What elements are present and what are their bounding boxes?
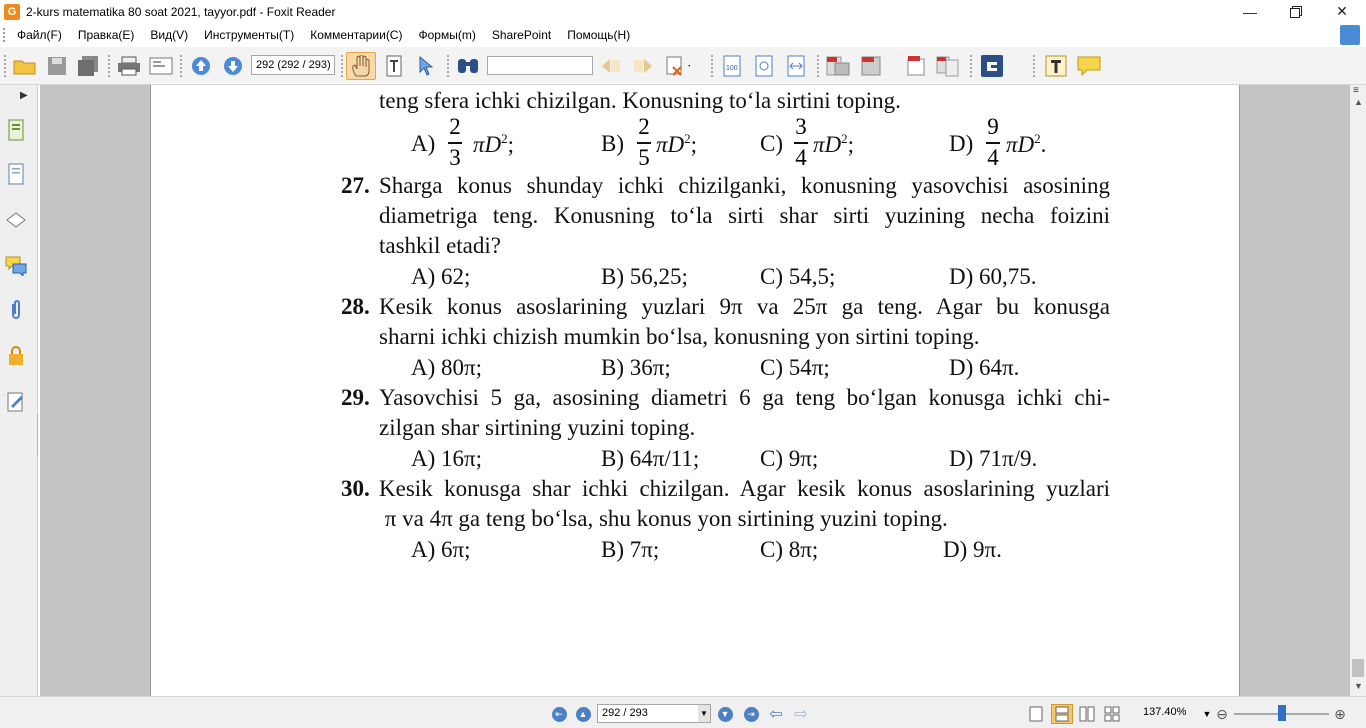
svg-text:100: 100 xyxy=(726,65,738,72)
maximize-button[interactable] xyxy=(1273,0,1319,23)
menu-sharepoint[interactable]: SharePoint xyxy=(491,28,552,42)
question-line: Yasovchisi 5 ga, asosining diametri 6 ga teng bo‘lgan konusga ichki chi- xyxy=(379,385,1110,410)
bookmarks-icon[interactable] xyxy=(5,119,27,141)
zoom-out-icon[interactable]: ⊖ xyxy=(1216,705,1228,722)
title-bar xyxy=(0,0,1366,23)
fit-page-icon[interactable] xyxy=(751,53,777,79)
answer-option: C) 54,5; xyxy=(760,264,836,289)
question-number: 30. xyxy=(341,476,370,501)
zoom-dropdown-icon[interactable]: ▼ xyxy=(1202,709,1212,719)
layers-icon[interactable] xyxy=(5,209,27,231)
next-page-icon[interactable] xyxy=(220,53,246,79)
save-icon[interactable] xyxy=(44,53,70,79)
question-26-tail: teng sfera ichki chizilgan. Konusning to‘la sirtini toping. xyxy=(379,88,901,113)
properties-icon[interactable] xyxy=(148,53,174,79)
pdf-scan-icon[interactable] xyxy=(903,53,929,79)
typewriter-icon[interactable] xyxy=(1043,53,1069,79)
pages-thumbnails-icon[interactable] xyxy=(5,163,27,185)
menu-file[interactable]: Файл(F) xyxy=(17,28,62,42)
save-all-icon[interactable] xyxy=(76,53,102,79)
answer-option: A) 62; xyxy=(411,264,471,289)
answer-option: D) 64π. xyxy=(949,355,1020,380)
fit-width-icon[interactable] xyxy=(783,53,809,79)
clear-highlight-icon[interactable] xyxy=(664,53,690,79)
toolbar-separator xyxy=(108,55,110,77)
restore-icon xyxy=(1290,6,1302,18)
question-line: Sharga konus shunday ichki chizilganki, konusning yasovchisi asosining xyxy=(379,173,1110,198)
comments-panel-icon[interactable] xyxy=(5,255,27,277)
note-comment-icon[interactable] xyxy=(1076,53,1102,79)
question-line: zilgan shar sirtining yuzini toping. xyxy=(379,415,696,440)
answer-option: C) 9π; xyxy=(760,446,819,471)
toolbar-separator xyxy=(817,55,819,77)
connected-pdf-icon[interactable] xyxy=(980,53,1006,79)
scroll-up-icon[interactable]: ▲ xyxy=(1354,97,1363,107)
menu-comments[interactable]: Комментарии(C) xyxy=(310,28,403,42)
menu-help[interactable]: Помощь(H) xyxy=(567,28,631,42)
menu-bar xyxy=(0,23,1366,47)
toolbar-separator xyxy=(180,55,182,77)
actual-size-icon[interactable] xyxy=(719,53,745,79)
answer-option: A) 16π; xyxy=(411,446,483,471)
answer-option: C) 54π; xyxy=(760,355,830,380)
security-lock-icon[interactable] xyxy=(5,345,27,367)
question-line: Kesik konus asoslarining yuzlari 9π va 25π ga teng. Agar bu konusga xyxy=(379,294,1110,319)
go-back-icon[interactable]: ⇦ xyxy=(769,706,783,723)
main-toolbar xyxy=(0,47,1366,85)
restore-layout-icon[interactable] xyxy=(1340,25,1360,45)
minimize-button[interactable]: — xyxy=(1243,3,1257,20)
hand-tool-icon[interactable] xyxy=(346,52,376,80)
question-number: 27. xyxy=(341,173,370,198)
scroll-down-icon[interactable]: ▼ xyxy=(1354,681,1363,691)
find-previous-icon[interactable] xyxy=(598,53,624,79)
answer-option: A) 6π; xyxy=(411,537,471,562)
pdf-page: teng sfera ichki chizilgan. Konusning to‘la sirtini toping. A) 2 3 $\pi D^2$; B) 2 5 $\pi D^2$; C) 3 4 $\pi D^2$; D) 9 4 $\pi D^2$. 27. Sharga konus shunday ichki chizilganki, konusning yasovchisi asosining diametriga teng. Konusning to‘la sirti shar sirti yuzining necha foizini tashkil etadi? A) 62; B) 56,25; C) 54,5; D) 60,75. 28. Kesik konus asoslarining yuzlari 9π va 25π ga teng. Agar bu konusga sharni ichki chizish mumkin bo‘lsa, konusning yon sirtini toping. A) 80π; B) 36π; C) 54π; D) 64π. 29. Yasovchisi 5 ga, asosining diametri 6 ga teng bo‘lgan konusga ichki chi- zilgan shar sirtining yuzini toping. A) 16π; B) 64π/11; C) 9π; D) 71π/9. 30. Kesik konusga shar ichki chizilgan. Agar kesik konus asoslarining yuzlari π va 4π ga teng bo‘lsa, shu konus yon sirtining yuzini toping. A) 6π; B) 7π; C) 8π; D) 9π. xyxy=(150,85,1240,696)
single-page-view-icon[interactable] xyxy=(1027,705,1045,723)
answer-option: A) 80π; xyxy=(411,355,483,380)
menu-tools[interactable]: Инструменты(T) xyxy=(204,28,295,42)
zoom-in-icon[interactable]: ⊕ xyxy=(1334,705,1346,722)
answer-option: D) 71π/9. xyxy=(949,446,1038,471)
toolbar-grip[interactable] xyxy=(4,55,6,77)
menu-view[interactable]: Вид(V) xyxy=(150,28,189,42)
question-number: 28. xyxy=(341,294,370,319)
answer-option: B) 64π/11; xyxy=(601,446,700,471)
answer-option: B) 7π; xyxy=(601,537,660,562)
page-number-input[interactable] xyxy=(251,55,335,75)
toolbar-separator xyxy=(447,55,449,77)
toolbar-separator xyxy=(970,55,972,77)
question-line: sharni ichki chizish mumkin bo‘lsa, konusning yon sirtini toping. xyxy=(379,324,980,349)
question-line: π va 4π ga teng bo‘lsa, shu konus yon sirtining yuzini toping. xyxy=(379,506,948,531)
pdf-combine-icon[interactable] xyxy=(935,53,961,79)
question-line: diametriga teng. Konusning to‘la sirti shar sirti yuzining necha foizini xyxy=(379,203,1110,228)
continuous-view-icon[interactable] xyxy=(1051,704,1073,724)
close-button[interactable]: ✕ xyxy=(1336,3,1348,19)
answer-option: D) 60,75. xyxy=(949,264,1037,289)
attachments-icon[interactable] xyxy=(5,299,27,321)
select-text-icon[interactable] xyxy=(381,53,407,79)
question-line: Kesik konusga shar ichki chizilgan. Agar kesik konus asoslarining yuzlari xyxy=(379,476,1110,501)
signature-icon[interactable] xyxy=(5,391,27,413)
previous-page-icon[interactable] xyxy=(188,53,214,79)
pdf-create-icon[interactable] xyxy=(825,53,851,79)
print-icon[interactable] xyxy=(116,53,142,79)
status-page-field[interactable]: 292 / 293 ▼ xyxy=(597,704,711,723)
answer-option: D) 9π. xyxy=(943,537,1002,562)
toolbar-separator xyxy=(341,55,343,77)
status-next-page-icon[interactable]: ▼ xyxy=(716,705,734,723)
question-line: tashkil etadi? xyxy=(379,233,501,258)
menu-forms[interactable]: Формы(m) xyxy=(418,28,476,42)
status-bar xyxy=(0,696,1366,728)
expand-panel-icon[interactable]: ▶ xyxy=(20,90,28,101)
vertical-scrollbar[interactable] xyxy=(1350,85,1366,696)
find-next-icon[interactable] xyxy=(630,53,656,79)
page-dropdown-icon[interactable]: ▼ xyxy=(698,705,710,722)
find-binoculars-icon[interactable] xyxy=(455,53,481,79)
question-number: 29. xyxy=(341,385,370,410)
last-page-icon[interactable]: ⇥ xyxy=(742,705,760,723)
menu-edit[interactable]: Правка(E) xyxy=(77,28,135,42)
continuous-facing-view-icon[interactable] xyxy=(1103,705,1121,723)
pdf-from-file-icon[interactable] xyxy=(860,53,886,79)
toolbar-separator xyxy=(1033,55,1035,77)
navigation-panel xyxy=(0,85,38,696)
status-previous-page-icon[interactable]: ▲ xyxy=(574,705,592,723)
first-page-icon[interactable]: ⇤ xyxy=(550,705,568,723)
foxit-app-icon[interactable]: G xyxy=(4,4,20,20)
toolbar-separator xyxy=(711,55,713,77)
answer-option: B) 56,25; xyxy=(601,264,688,289)
answer-option: C) 8π; xyxy=(760,537,819,562)
zoom-level[interactable]: 137.40% xyxy=(1143,706,1187,718)
find-input[interactable] xyxy=(487,56,593,75)
facing-view-icon[interactable] xyxy=(1078,705,1096,723)
open-folder-icon[interactable] xyxy=(12,53,38,79)
scrollbar-thumb[interactable] xyxy=(1352,659,1364,677)
document-viewport[interactable] xyxy=(40,85,1350,696)
answer-option: B) 36π; xyxy=(601,355,671,380)
select-annotation-icon[interactable] xyxy=(413,53,439,79)
go-forward-icon[interactable]: ⇨ xyxy=(794,706,808,723)
zoom-slider-thumb[interactable] xyxy=(1278,705,1286,721)
split-view-icon[interactable]: ≡ xyxy=(1353,85,1359,96)
window-title: 2-kurs matematika 80 soat 2021, tayyor.pdf - Foxit Reader xyxy=(26,4,336,19)
